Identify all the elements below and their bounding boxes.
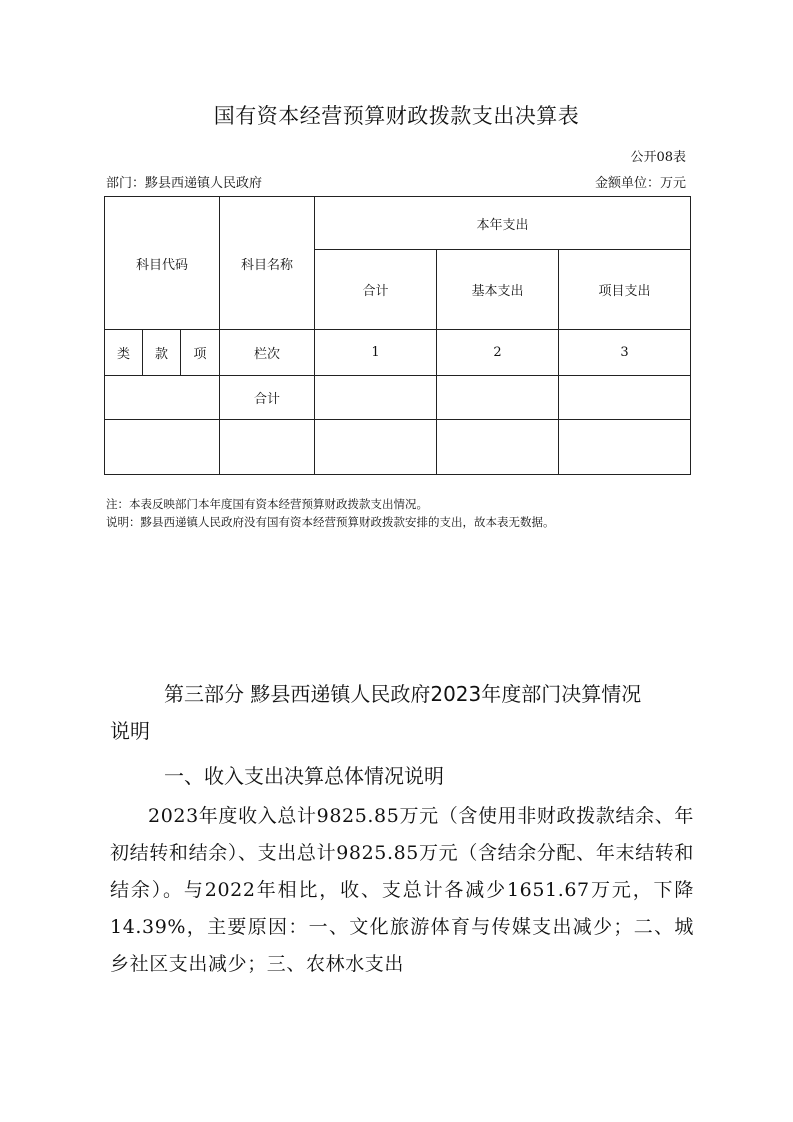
part-three-heading [110,676,690,750]
total-row-code [105,376,220,420]
department-label: 部门：黟县西递镇人民政府 [106,176,263,191]
header-subject-name: 科目名称 [220,197,315,330]
header-current-year: 本年支出 [315,197,691,250]
header-kuan: 款 [143,330,181,376]
total-row-project [559,376,691,420]
body-paragraph: 2023年度收入总计9825.85万元（含使用非财政拨款结余、年初结转和结余）、支出总计9825.85万元（含结余分配、年末结转和结余）。与2022年相比，收、支总计各减少1651.67万元，下降14.39%，主要原因：一、文化旅游体育与传媒支出减少；二、城乡社区支出减少；三、农林水支出 [110,805,694,975]
empty-row-name [220,420,315,475]
column-number-3: 3 [559,330,691,376]
header-column-no: 栏次 [220,330,315,376]
empty-row-project [559,420,691,475]
header-total: 合计 [315,250,437,330]
part-three-heading-line2: 说明 [110,719,150,743]
form-number: 公开08表 [630,150,686,165]
section-heading-income-expense: 一、收入支出决算总体情况说明 [164,764,444,788]
column-number-1: 1 [315,330,437,376]
header-subject-code: 科目代码 [105,197,220,330]
header-project: 项目支出 [559,250,691,330]
header-xiang: 项 [181,330,220,376]
total-row-label: 合计 [220,376,315,420]
empty-row-code [105,420,220,475]
part-three-heading-line1: 第三部分 黟县西递镇人民政府2023年度部门决算情况 [164,682,642,706]
empty-row-total [315,420,437,475]
header-basic: 基本支出 [437,250,559,330]
amount-unit-label: 金额单位：万元 [594,176,686,191]
page-title: 国有资本经营预算财政拨款支出决算表 [213,104,580,128]
empty-row-basic [437,420,559,475]
total-row-basic [437,376,559,420]
column-number-2: 2 [437,330,559,376]
table-note: 注：本表反映部门本年度国有资本经营预算财政拨款支出情况。 [106,497,428,511]
header-lei: 类 [105,330,143,376]
table-explanation: 说明：黟县西递镇人民政府没有国有资本经营预算财政拨款安排的支出，故本表无数据。 [106,515,555,529]
total-row-total [315,376,437,420]
budget-table [104,196,691,475]
